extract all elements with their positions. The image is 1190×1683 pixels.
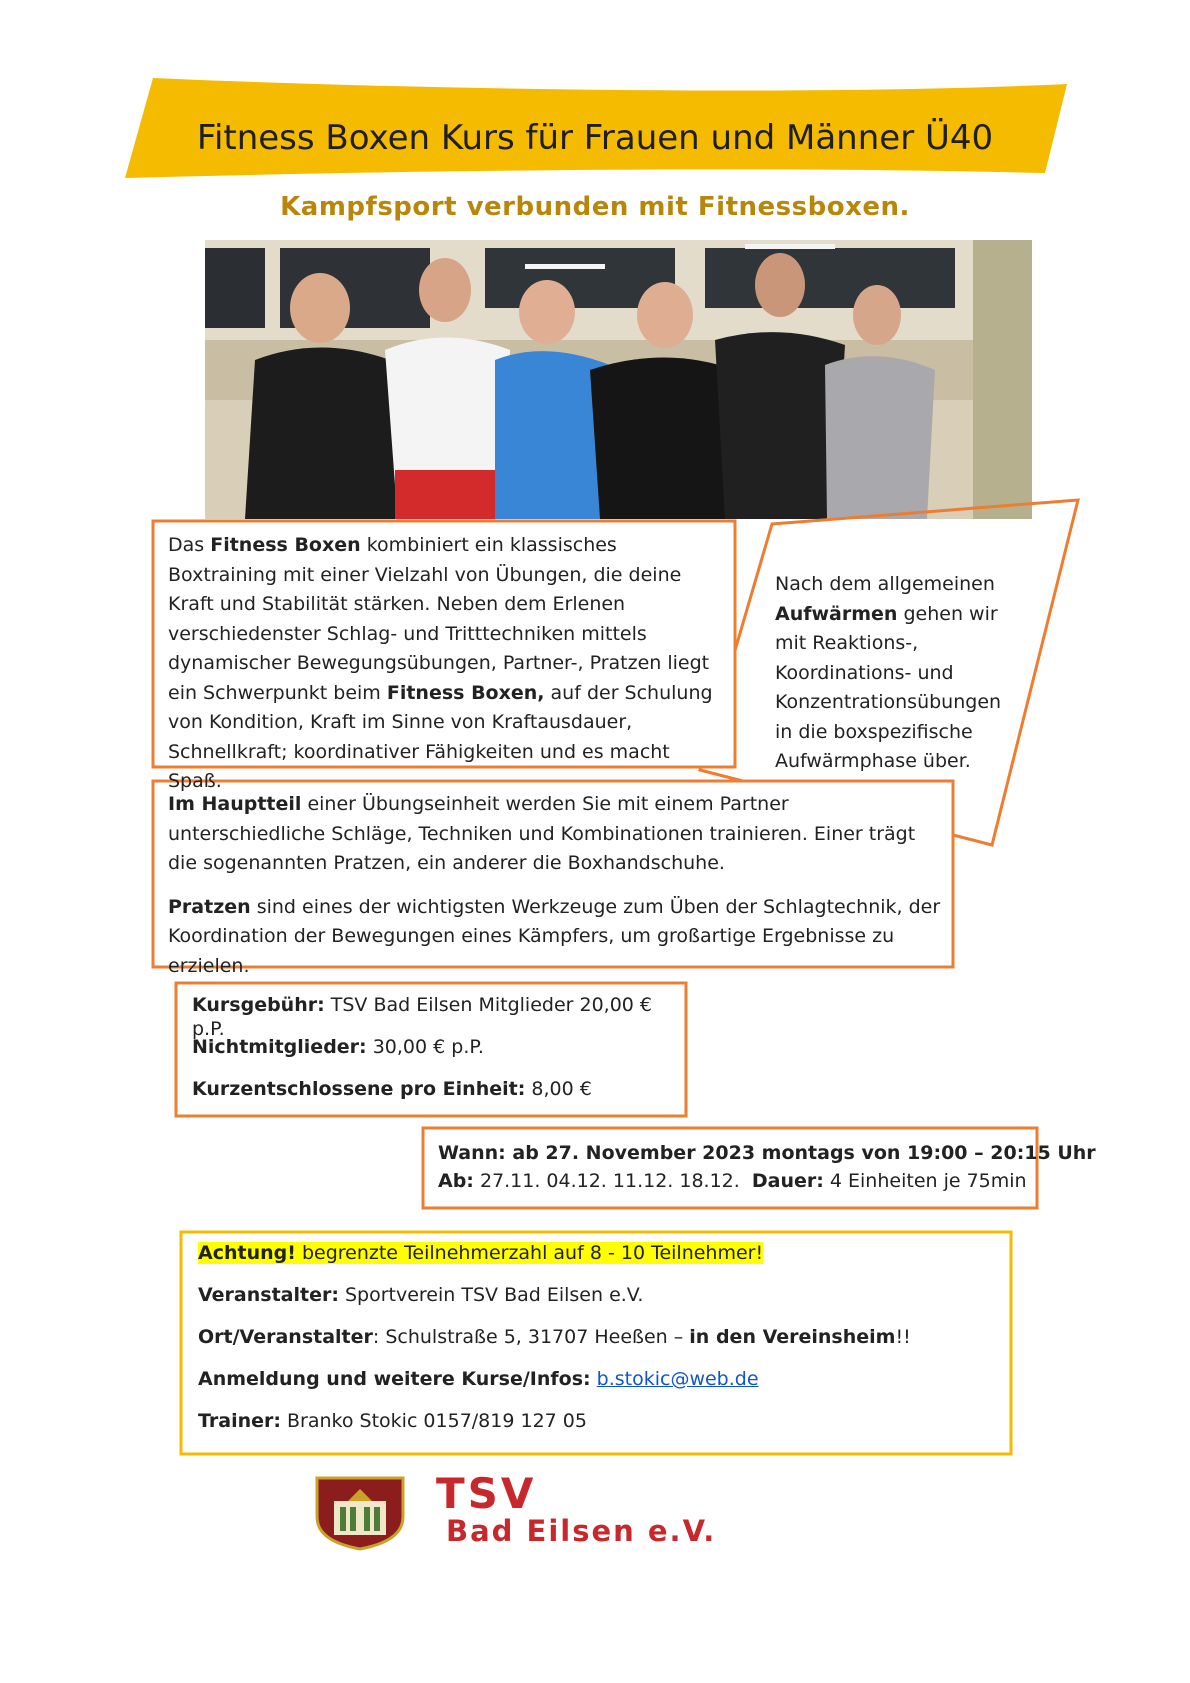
fee-single xyxy=(192,1077,672,1119)
attention-label: Achtung! xyxy=(198,1242,296,1264)
fee-nonmember-label: Nichtmitglieder: xyxy=(192,1036,367,1058)
pratzen-paragraph xyxy=(168,893,948,982)
schedule-duration-value: 4 Einheiten je 75min xyxy=(823,1170,1027,1192)
logo-wordmark-tsv: TSV xyxy=(436,1469,537,1518)
warmup-text-2: gehen wir mit Reaktions-, Koordinations- und Konzentrationsübungen in die boxspezifische Aufwärmphase über. xyxy=(775,602,1002,772)
trainer-label: Trainer: xyxy=(198,1410,281,1432)
organizer-line xyxy=(198,1283,978,1325)
fee-course-label: Kursgebühr: xyxy=(192,994,325,1016)
page-title: Fitness Boxen Kurs für Frauen und Männer Ü40 xyxy=(196,118,994,158)
intro-bold-1: Fitness Boxen xyxy=(210,534,361,556)
fees-box xyxy=(192,993,672,1119)
intro-bold-2: Fitness Boxen, xyxy=(386,681,545,704)
intro-text-3: auf der Schulung von Kondition, Kraft im Sinne von Kraftausdauer, Schnellkraft; koordinativer Fähigkeiten und es macht Spaß. xyxy=(168,681,713,792)
signup-label: Anmeldung und weitere Kurse/Infos: xyxy=(198,1368,591,1390)
pratzen-bold: Pratzen xyxy=(168,895,251,918)
main-part-paragraph xyxy=(168,790,948,879)
attention-text: begrenzte Teilnehmerzahl auf 8 - 10 Teilnehmer! xyxy=(295,1242,764,1264)
fee-course-value: TSV Bad Eilsen Mitglieder 20,00 € p.P. xyxy=(192,994,653,1040)
main-part-section xyxy=(168,790,948,981)
warmup-paragraph xyxy=(775,570,1015,777)
organizer-label: Veranstalter: xyxy=(198,1284,339,1306)
intro-text-2: kombiniert ein klassisches Boxtraining mit einer Vielzahl von Übungen, die deine Kraft und Stabilität stärken. Neben dem Erlenen verschiedenster Schlag- und Tritttechniken mittels dynamischer Bewegungsübungen, Partner-, Pratzen liegt ein Schwerpunkt beim xyxy=(168,534,710,704)
schedule-when: Wann: ab 27. November 2023 montags von 19:00 – 20:15 Uhr xyxy=(438,1142,1096,1164)
fee-course xyxy=(192,993,672,1040)
intro-paragraph xyxy=(168,531,728,797)
schedule-dates xyxy=(438,1167,1038,1195)
schedule-duration-label: Dauer: xyxy=(751,1170,824,1192)
trainer-value: Branko Stokic 0157/819 127 05 xyxy=(280,1410,587,1432)
intro-text-1: Das xyxy=(168,534,211,556)
fee-single-label: Kurzentschlossene pro Einheit: xyxy=(192,1078,526,1100)
fee-nonmember-value: 30,00 € p.P. xyxy=(366,1036,484,1058)
page-subtitle: Kampfsport verbunden mit Fitnessboxen. xyxy=(280,192,910,222)
location-label: Ort/Veranstalter xyxy=(198,1326,373,1348)
signup-email-link[interactable]: b.stokic@web.de xyxy=(596,1368,759,1390)
fee-nonmember xyxy=(192,1035,672,1077)
location-value: : Schulstraße 5, 31707 Heeßen – xyxy=(372,1326,690,1348)
signup-line xyxy=(198,1367,978,1409)
main-part-text: einer Übungseinheit werden Sie mit einem Partner unterschiedliche Schläge, Techniken und Kombinationen trainieren. Einer trägt die sogenannten Pratzen, ein anderer die Boxhandschuhe. xyxy=(168,793,916,874)
warmup-text-1: Nach dem allgemeinen xyxy=(775,573,995,595)
location-end: !! xyxy=(895,1326,911,1348)
organizer-value: Sportverein TSV Bad Eilsen e.V. xyxy=(338,1284,644,1306)
trainer-line xyxy=(198,1409,978,1451)
pratzen-text: sind eines der wichtigsten Werkzeuge zum Üben der Schlagtechnik, der Koordination der Bewegungen eines Kämpfers, um großartige Ergebnisse zu erzielen. xyxy=(168,895,941,977)
attention-line xyxy=(198,1241,978,1283)
schedule-dates-value: 27.11. 04.12. 11.12. 18.12. xyxy=(473,1170,752,1192)
warmup-bold: Aufwärmen xyxy=(775,602,898,625)
location-bold: in den Vereinsheim xyxy=(689,1326,896,1348)
fee-single-value: 8,00 € xyxy=(525,1078,592,1100)
location-line xyxy=(198,1325,978,1367)
club-crest-logo xyxy=(314,1475,406,1551)
logo-wordmark-name: Bad Eilsen e.V. xyxy=(446,1514,717,1548)
main-part-bold: Im Hauptteil xyxy=(168,793,302,815)
schedule-box xyxy=(438,1139,1096,1195)
schedule-dates-label: Ab: xyxy=(438,1170,474,1192)
info-box xyxy=(198,1241,978,1451)
